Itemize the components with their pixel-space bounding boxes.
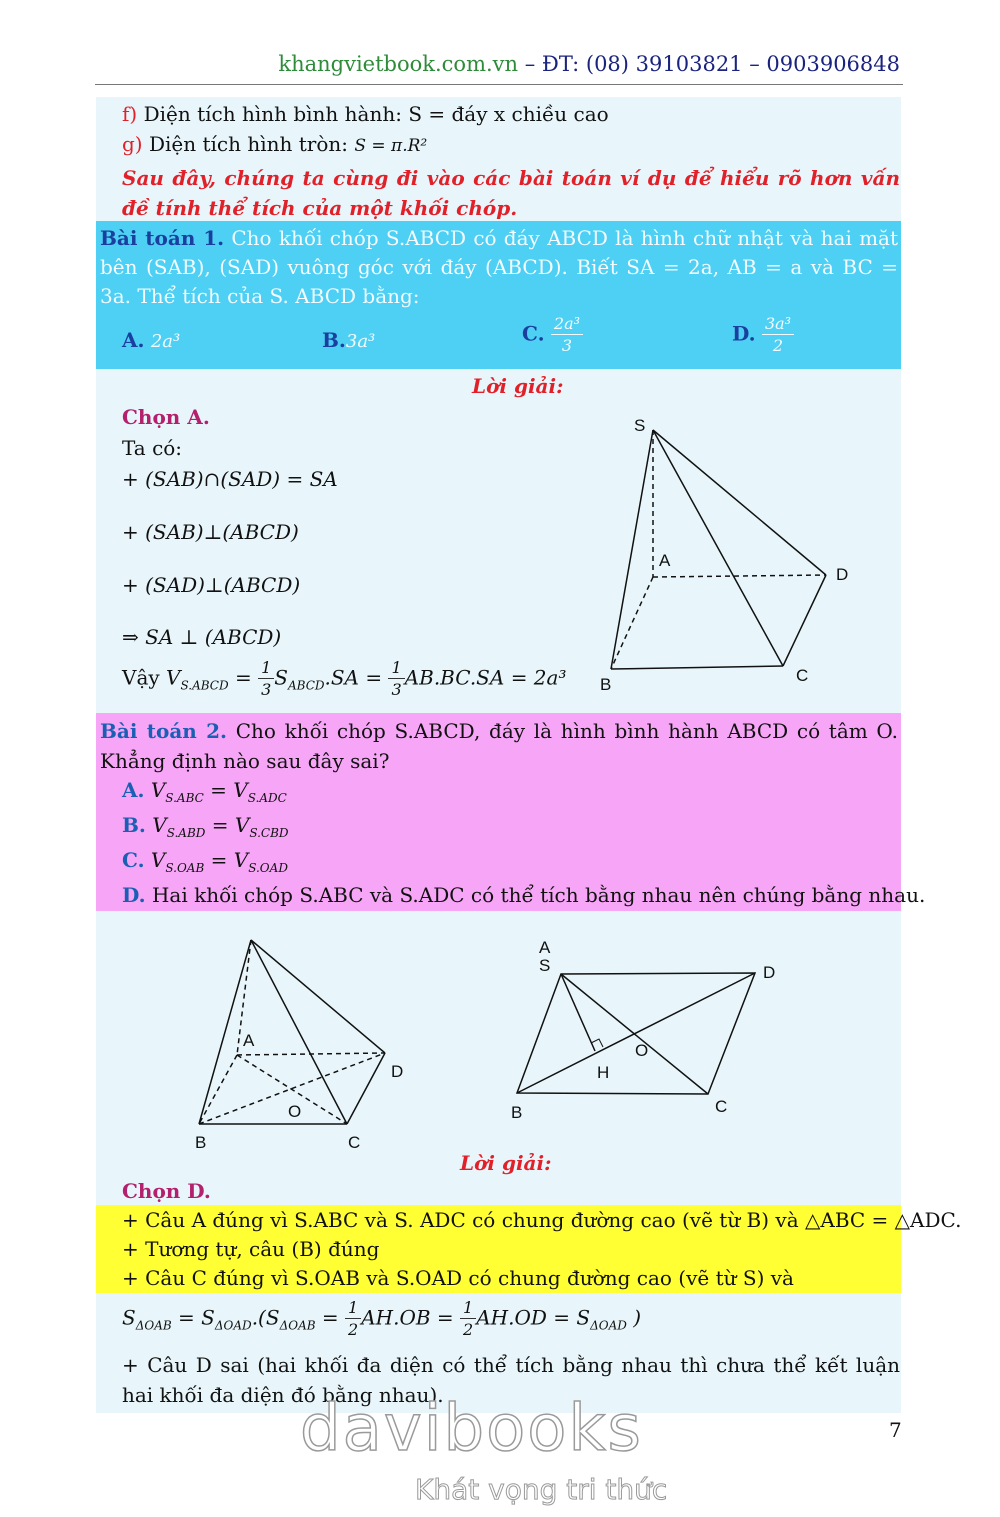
p2-option-b-v2: S.CBD: [249, 826, 289, 840]
f-ahod: AH.OD = S: [476, 1305, 591, 1330]
f-eq: =: [315, 1305, 346, 1330]
conclusion-sub: S.ABCD: [180, 678, 229, 693]
formula-frac-2: [460, 1300, 476, 1338]
diag-bd: [517, 973, 755, 1093]
fig3-label-s: S: [539, 956, 551, 975]
p2-option-c-v1: S.OAB: [165, 861, 205, 875]
fig2-label-a: A: [243, 1031, 255, 1050]
f-s3: .(S: [251, 1305, 280, 1330]
p2-option-a-label: A.: [122, 778, 145, 802]
problem2-text-block: [100, 716, 898, 776]
edge-ad: [237, 1053, 385, 1055]
f-sub1: ΔOAB: [135, 1318, 172, 1333]
conclusion-frac-2-num: 1: [388, 660, 404, 679]
fig3-label-a: A: [539, 938, 551, 957]
fig1-label-s: S: [634, 416, 646, 435]
option-c-label: C.: [522, 321, 545, 346]
solution2-final: + Câu D sai (hai khối đa diện có thể tích bằng nhau thì chưa thể kết luận hai khối đa diện đó bằng nhau).: [122, 1353, 900, 1407]
fig2-label-o: O: [288, 1102, 302, 1121]
edge-sc: [653, 430, 783, 666]
conclusion-eq: =: [228, 665, 259, 690]
conclusion-sub2: ABCD: [287, 678, 325, 693]
edge-sc: [251, 940, 347, 1124]
option-d-den: 2: [772, 336, 784, 355]
problem1-text-block: [100, 224, 898, 311]
figure1-pyramid: [590, 405, 870, 705]
intro-g: [122, 132, 427, 156]
edge-sb: [611, 430, 653, 669]
formula-frac-1-num: 1: [345, 1300, 361, 1319]
header-contact: – ĐT: (08) 39103821 – 0903906848: [518, 52, 900, 76]
intro-g-label: g): [122, 132, 143, 156]
edge-ab: [611, 577, 653, 669]
problem2-option-c[interactable]: C. $V_{S.OAB} = V_{S.OAD}$: [122, 848, 288, 875]
intro-g-text: Diện tích hình tròn:: [142, 132, 355, 156]
problem2-option-b[interactable]: B. $V_{S.ABD} = V_{S.CBD}$: [122, 813, 289, 840]
p2-option-b-label: B.: [122, 813, 146, 837]
option-d-label: D.: [732, 321, 756, 346]
p2-option-a-v1: S.ABC: [165, 791, 204, 805]
problem1-text: Cho khối chóp S.ABCD có đáy ABCD là hình chữ nhật và hai mặt bên (SAB), (SAD) vuông góc với đáy (ABCD). Biết SA = 2a, AB = a và BC = 3a. Thể tích của S. ABCD bằng:: [100, 226, 899, 308]
problem2-label: Bài toán 2.: [100, 719, 227, 743]
p2-option-a-v2: S.ADC: [247, 791, 287, 805]
problem2-text: Cho khối chóp S.ABCD, đáy là hình bình hành ABCD có tâm O. Khẳng định nào sau đây sai?: [100, 719, 898, 773]
fig1-label-b: B: [600, 675, 612, 694]
conclusion-frac-2-den: 3: [391, 680, 402, 699]
solution1-heading: Lời giải:: [472, 374, 564, 398]
formula-frac-2-num: 1: [460, 1300, 476, 1319]
conclusion-frac-1-num: 1: [258, 660, 274, 679]
edge-sd: [251, 940, 385, 1053]
edge-ad: [653, 575, 826, 577]
option-b-value: 3a³: [345, 331, 376, 352]
conclusion-frac-1-den: 3: [261, 680, 272, 699]
solution1-step-1: + (SAB)∩(SAD) = SA: [122, 467, 338, 491]
solution1-ta-co: Ta có:: [122, 436, 183, 460]
figure3-parallelogram: [505, 930, 795, 1130]
solution1-choice: Chọn A.: [122, 405, 210, 429]
solution1-step-4: ⇒ SA ⊥ (ABCD): [122, 625, 282, 649]
solution1-step-3: + (SAD)⊥(ABCD): [122, 573, 301, 597]
p2-option-c-v2: S.OAD: [248, 861, 288, 875]
p2-option-c-label: C.: [122, 848, 145, 872]
fig2-label-c: C: [348, 1133, 361, 1152]
p2-option-b-v1: S.ABD: [166, 826, 206, 840]
header-divider: [95, 84, 903, 85]
solution2-line-1: + Câu A đúng vì S.ABC và S. ADC có chung đường cao (vẽ từ B) và △ABC = △ADC.: [122, 1208, 962, 1232]
edge-sd: [653, 430, 826, 575]
fig1-label-a: A: [659, 551, 671, 570]
formula-frac-1-den: 2: [348, 1320, 359, 1339]
page-header: [278, 52, 900, 76]
intro-g-formula: S = π.R²: [354, 136, 428, 156]
option-d-num: 3a³: [762, 316, 794, 335]
f-s1: S: [122, 1305, 136, 1330]
fig3-label-c: C: [715, 1097, 728, 1116]
fig1-label-c: C: [796, 666, 809, 685]
f-sub3: ΔOAB: [279, 1318, 316, 1333]
option-a-value: 2a³: [150, 331, 181, 352]
solution1-step-2: + (SAB)⊥(ABCD): [122, 520, 299, 544]
intro-f-label: f): [122, 102, 138, 126]
problem1-option-b[interactable]: [322, 328, 375, 352]
edge-cd: [347, 1053, 385, 1124]
edge-ab: [199, 1055, 237, 1124]
option-a-label: A.: [122, 328, 145, 352]
fig3-label-d: D: [763, 963, 776, 982]
p2-option-d-label: D.: [122, 883, 146, 907]
f-s2: = S: [171, 1305, 215, 1330]
problem2-option-a[interactable]: A. $V_{S.ABC} = V_{S.ADC}$: [122, 778, 287, 805]
edge-bc: [611, 666, 783, 669]
fig3-label-o: O: [635, 1041, 649, 1060]
fig2-label-d: D: [391, 1062, 404, 1081]
f-sub4: ΔOAD: [590, 1318, 627, 1333]
intro-f: [122, 102, 609, 126]
segment-ah: [561, 974, 595, 1051]
problem1-option-c[interactable]: [522, 316, 583, 354]
header-site[interactable]: khangvietbook.com.vn: [278, 52, 519, 76]
option-d-fraction: [762, 316, 794, 354]
problem2-option-d[interactable]: [122, 883, 925, 907]
page-number: 7: [889, 1418, 902, 1442]
f-sub2: ΔOAD: [214, 1318, 252, 1333]
problem1-label: Bài toán 1.: [100, 226, 225, 250]
figure2-pyramid: [185, 930, 425, 1160]
formula-frac-1: [345, 1300, 361, 1338]
p2-option-d-text: Hai khối chóp S.ABC và S.ADC có thể tích bằng nhau nên chúng bằng nhau.: [145, 883, 926, 907]
solution1-conclusion: [122, 660, 566, 698]
f-close: ): [626, 1305, 642, 1330]
conclusion-frac-1: [258, 660, 274, 698]
conclusion-mid: .SA =: [324, 665, 389, 690]
solution2-line-2: + Tương tự, câu (B) đúng: [122, 1237, 380, 1261]
conclusion-s: S: [274, 665, 288, 690]
solution2-line-3: + Câu C đúng vì S.OAB và S.OAD có chung đường cao (vẽ từ S) và: [122, 1266, 794, 1290]
fig1-label-d: D: [836, 565, 849, 584]
option-c-den: 3: [561, 336, 573, 355]
option-b-label: B.: [322, 328, 346, 352]
conclusion-end: AB.BC.SA = 2a³: [404, 665, 567, 690]
fig3-label-b: B: [511, 1103, 523, 1122]
watermark-logo: davibooks: [300, 1392, 643, 1466]
conclusion-prefix: Vậy: [122, 665, 167, 690]
formula-frac-2-den: 2: [463, 1320, 474, 1339]
problem1-option-d[interactable]: [732, 316, 794, 354]
option-c-fraction: [551, 316, 583, 354]
intro-f-text: Diện tích hình bình hành: S = đáy x chiều cao: [137, 102, 609, 126]
watermark-tagline: Khát vọng tri thức: [415, 1473, 668, 1506]
intro-transition: Sau đây, chúng ta cùng đi vào các bài toán ví dụ để hiểu rõ hơn vấn đề tính thể tích của một khối chóp.: [122, 166, 900, 220]
edge-cd: [783, 575, 826, 666]
solution2-formula: [122, 1300, 641, 1338]
problem1-option-a[interactable]: [122, 328, 180, 352]
solution2-heading: Lời giải:: [460, 1151, 552, 1175]
option-c-num: 2a³: [551, 316, 583, 335]
solution2-choice: Chọn D.: [122, 1179, 211, 1203]
f-ahob: AH.OB =: [361, 1305, 461, 1330]
fig2-label-b: B: [195, 1133, 207, 1152]
conclusion-frac-2: [388, 660, 404, 698]
fig3-label-h: H: [597, 1063, 610, 1082]
conclusion-v: V: [166, 665, 181, 690]
